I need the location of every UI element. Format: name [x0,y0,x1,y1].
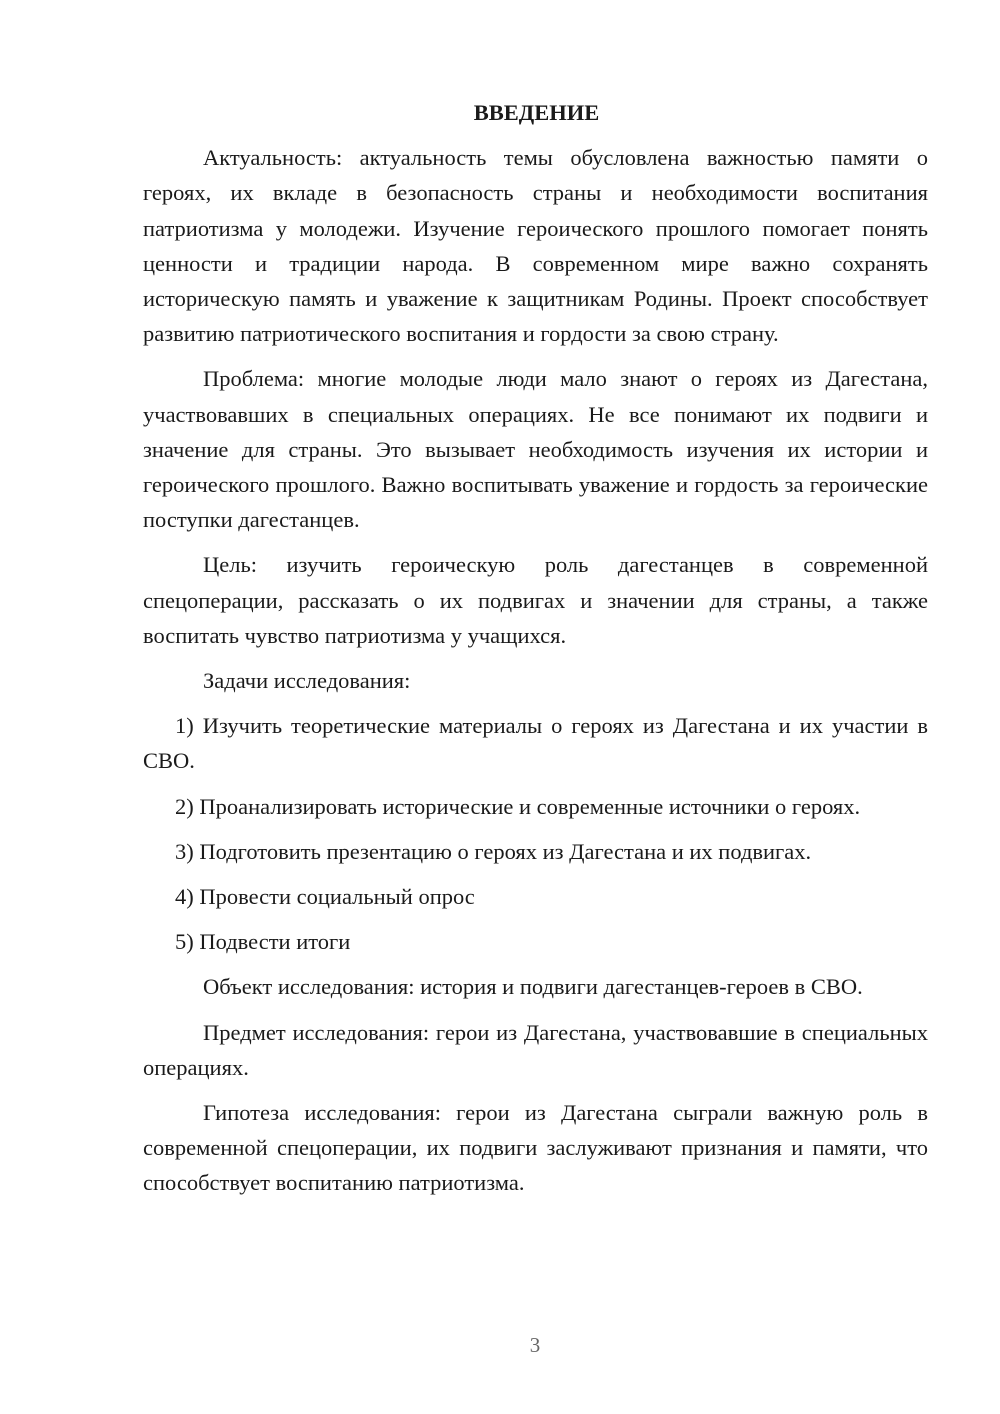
section-title: ВВЕДЕНИЕ [473,100,600,125]
task-item-5: 5) Подвести итоги [175,929,351,955]
tasks-heading: Задачи исследования: [203,668,411,694]
paragraph-hypothesis: Гипотеза исследования: герои из Дагестана сыграли важную роль в современной спецоперации, их подвиги заслуживают признания и памяти, что способствует воспитанию патриотизма. [143,1100,928,1196]
page-number: 3 [529,1333,541,1357]
paragraph-goal: Цель: изучить героическую роль дагестанцев в современной спецоперации, рассказать о их подвигах и значении для страны, а также воспитать чувство патриотизма у учащихся. [143,552,928,648]
task-item-2: 2) Проанализировать исторические и современные источники о героях. [175,793,861,819]
paragraph-relevance: Актуальность: актуальность темы обусловлена важностью памяти о героях, их вкладе в безопасность страны и необходимости воспитания патриотизма у молодежи. Изучение героического прошлого помогает понять ценности и традиции народа. В современном мире важно сохранять историческую память и уважение к защитникам Родины. Проект способствует развитию патриотического воспитания и гордости за свою страну. [143,145,928,347]
task-item-4: 4) Провести социальный опрос [175,884,475,910]
paragraph-subject: Предмет исследования: герои из Дагестана, участвовавшие в специальных операциях. [143,1019,928,1080]
task-item-3: 3) Подготовить презентацию о героях из Дагестана и их подвигах. [175,838,812,864]
paragraph-problem: Проблема: многие молодые люди мало знают о героях из Дагестана, участвовавших в специальных операциях. Не все понимают их подвиги и значение для страны. Это вызывает необходимость изучения их истории и героического прошлого. Важно воспитывать уважение и гордость за героические поступки дагестанцев. [143,366,928,533]
paragraph-object: Объект исследования: история и подвиги дагестанцев-героев в СВО. [203,974,863,1000]
document-page [143,95,928,1211]
task-item-1: 1) Изучить теоретические материалы о героях из Дагестана и их участии в СВО. [143,713,928,774]
